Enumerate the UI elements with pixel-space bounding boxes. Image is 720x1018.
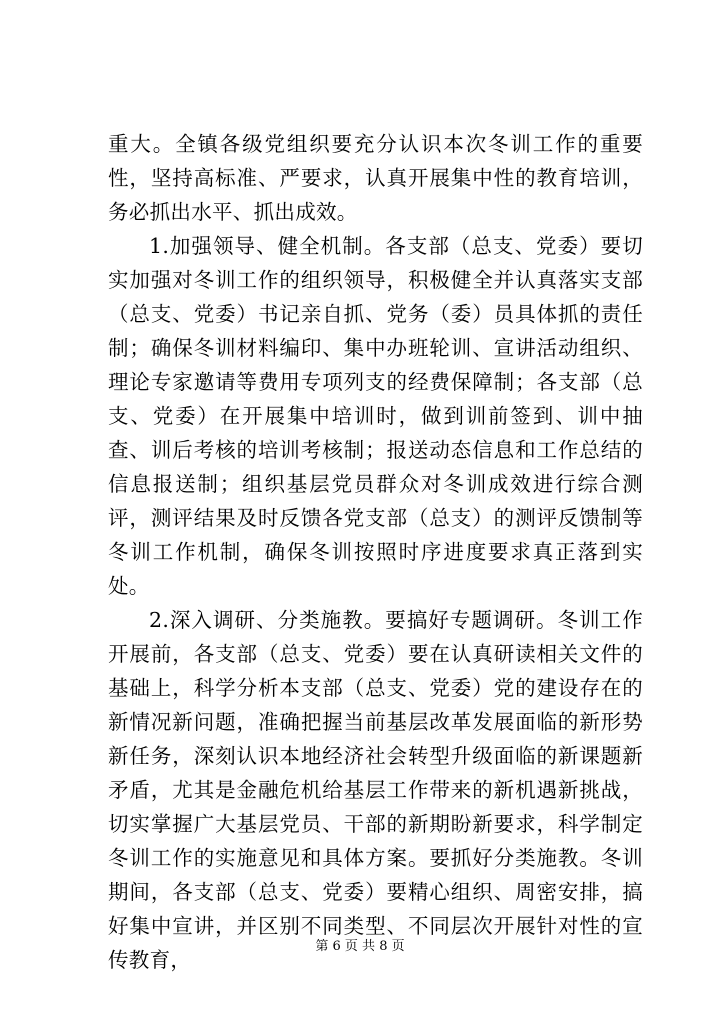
paragraph-leadership-mechanism: 1.加强领导、健全机制。各支部（总支、党委）要切实加强对冬训工作的组织领导，积极健全并认真落实支部（总支、党委）书记亲自抓、党务（委）员具体抓的责任制；确保冬训材料编印、集中办班轮训、宣讲活动组织、理论专家邀请等费用专项列支的经费保障制；各支部（总支、党委）在开展集中培训时，做到训前签到、训中抽查、训后考核的培训考核制；报送动态信息和工作总结的信息报送制；组织基层党员群众对冬训成效进行综合测评，测评结果及时反馈各党支部（总支）的测评反馈制等冬训工作机制，确保冬训按照时序进度要求真正落到实处。 [108,234,643,598]
page-number-footer: 第 6 页 共 8 页 [315,939,405,954]
document-body [108,127,643,977]
paragraph-intro-continuation: 重大。全镇各级党组织要充分认识本次冬训工作的重要性，坚持高标准、严要求，认真开展集中性的教育培训，务必抓出水平、抓出成效。 [108,132,643,224]
paragraph-research-classified-teaching: 2.深入调研、分类施教。要搞好专题调研。冬训工作开展前，各支部（总支、党委）要在认真研读相关文件的基础上，科学分析本支部（总支、党委）党的建设存在的新情况新问题，准确把握当前基层改革发展面临的新形势新任务，深刻认识本地经济社会转型升级面临的新课题新矛盾，尤其是金融危机给基层工作带来的新机遇新挑战，切实掌握广大基层党员、干部的新期盼新要求，科学制定冬训工作的实施意见和具体方案。要抓好分类施教。冬训期间，各支部（总支、党委）要精心组织、周密安排，搞好集中宣讲，并区别不同类型、不同层次开展针对性的宣传教育， [108,608,643,972]
